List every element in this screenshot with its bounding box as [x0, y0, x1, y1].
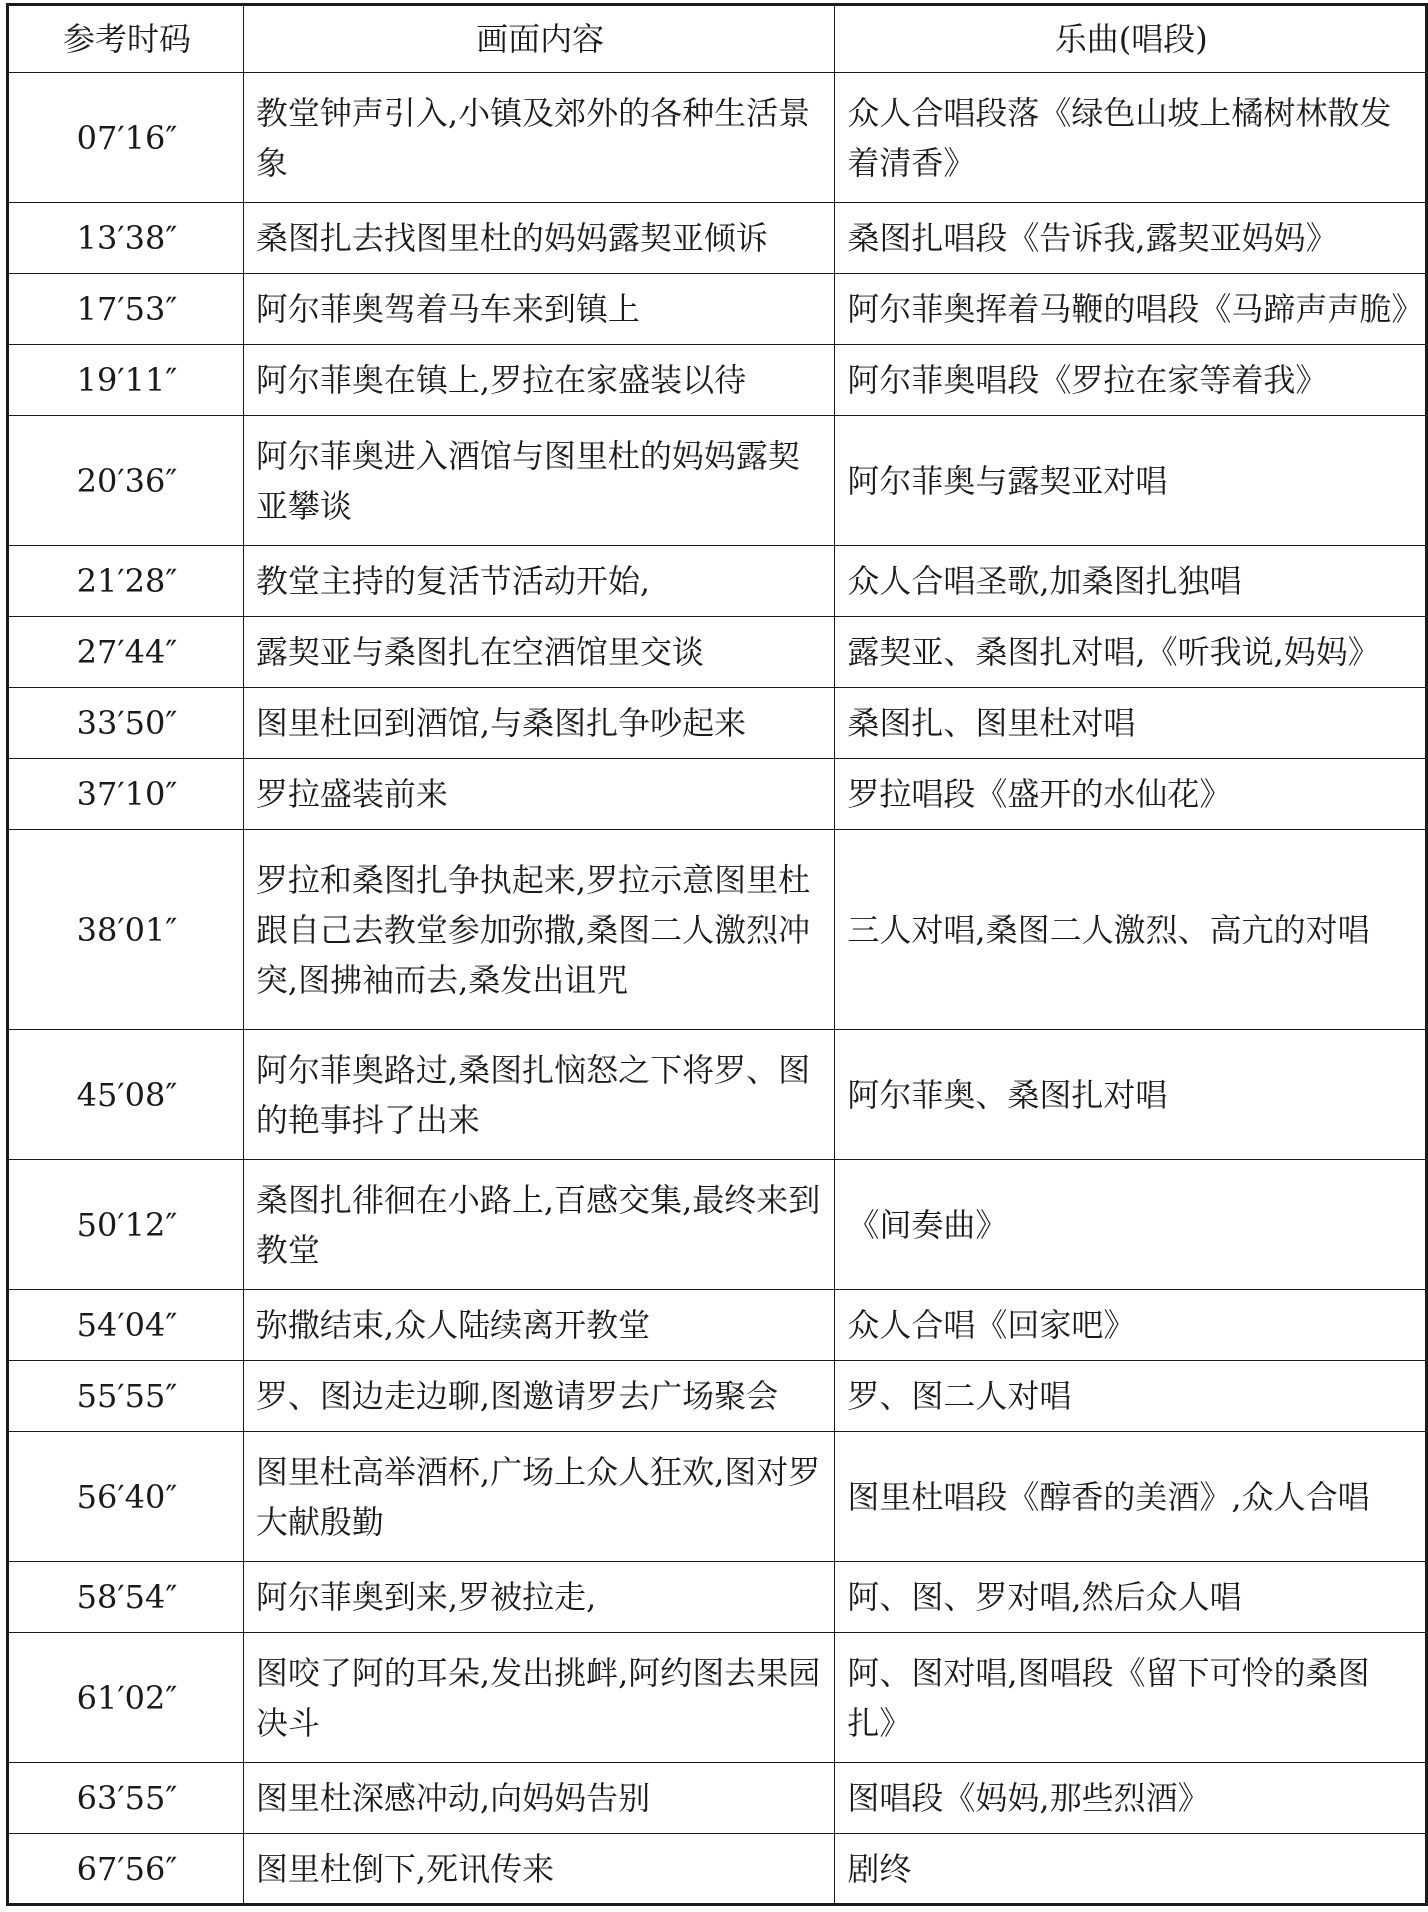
header-row: [8, 5, 1427, 73]
scene-cell: 阿尔菲奥到来,罗被拉走,: [243, 1562, 835, 1633]
scene-cell: 教堂主持的复活节活动开始,: [243, 546, 835, 617]
timecode-cell: 07′16″: [8, 73, 244, 203]
table-row: [8, 1562, 1427, 1633]
timecode-cell: 54′04″: [8, 1290, 244, 1361]
scene-cell: 阿尔菲奥进入酒馆与图里杜的妈妈露契亚攀谈: [243, 416, 835, 546]
timecode-cell: 21′28″: [8, 546, 244, 617]
music-cell: 众人合唱《回家吧》: [835, 1290, 1427, 1361]
table-row: [8, 1763, 1427, 1834]
scene-cell: 桑图扎去找图里杜的妈妈露契亚倾诉: [243, 203, 835, 274]
scene-cell: 露契亚与桑图扎在空酒馆里交谈: [243, 617, 835, 688]
music-cell: 阿、图、罗对唱,然后众人唱: [835, 1562, 1427, 1633]
music-cell: 桑图扎、图里杜对唱: [835, 688, 1427, 759]
table-row: [8, 1633, 1427, 1763]
scene-cell: 阿尔菲奥驾着马车来到镇上: [243, 274, 835, 345]
table-row: [8, 274, 1427, 345]
table-row: [8, 830, 1427, 1030]
scene-cell: 教堂钟声引入,小镇及郊外的各种生活景象: [243, 73, 835, 203]
timecode-cell: 37′10″: [8, 759, 244, 830]
timecode-cell: 50′12″: [8, 1160, 244, 1290]
timecode-cell: 20′36″: [8, 416, 244, 546]
table-row: [8, 688, 1427, 759]
music-cell: 阿尔菲奥、桑图扎对唱: [835, 1030, 1427, 1160]
scene-cell: 桑图扎徘徊在小路上,百感交集,最终来到教堂: [243, 1160, 835, 1290]
music-cell: 阿、图对唱,图唱段《留下可怜的桑图扎》: [835, 1633, 1427, 1763]
music-cell: 众人合唱段落《绿色山坡上橘树林散发着清香》: [835, 73, 1427, 203]
table-row: [8, 1290, 1427, 1361]
table-row: [8, 1160, 1427, 1290]
header-timecode: 参考时码: [8, 5, 244, 73]
timecode-cell: 63′55″: [8, 1763, 244, 1834]
music-cell: 《间奏曲》: [835, 1160, 1427, 1290]
table-row: [8, 546, 1427, 617]
header-music: 乐曲(唱段): [835, 5, 1427, 73]
music-cell: 阿尔菲奥挥着马鞭的唱段《马蹄声声脆》: [835, 274, 1427, 345]
table-row: [8, 1361, 1427, 1432]
table-row: [8, 1030, 1427, 1160]
music-cell: 罗拉唱段《盛开的水仙花》: [835, 759, 1427, 830]
scene-cell: 图里杜高举酒杯,广场上众人狂欢,图对罗大献殷勤: [243, 1432, 835, 1562]
timecode-cell: 67′56″: [8, 1834, 244, 1905]
table-row: [8, 73, 1427, 203]
scene-cell: 弥撒结束,众人陆续离开教堂: [243, 1290, 835, 1361]
scene-cell: 罗、图边走边聊,图邀请罗去广场聚会: [243, 1361, 835, 1432]
music-cell: 众人合唱圣歌,加桑图扎独唱: [835, 546, 1427, 617]
scene-cell: 阿尔菲奥路过,桑图扎恼怒之下将罗、图的艳事抖了出来: [243, 1030, 835, 1160]
table-row: [8, 1834, 1427, 1905]
music-cell: 阿尔菲奥与露契亚对唱: [835, 416, 1427, 546]
music-cell: 图里杜唱段《醇香的美酒》,众人合唱: [835, 1432, 1427, 1562]
music-cell: 三人对唱,桑图二人激烈、高亢的对唱: [835, 830, 1427, 1030]
music-cell: 阿尔菲奥唱段《罗拉在家等着我》: [835, 345, 1427, 416]
timecode-cell: 58′54″: [8, 1562, 244, 1633]
scene-cell: 图里杜回到酒馆,与桑图扎争吵起来: [243, 688, 835, 759]
scene-cell: 图里杜倒下,死讯传来: [243, 1834, 835, 1905]
timecode-cell: 27′44″: [8, 617, 244, 688]
scene-cell: 阿尔菲奥在镇上,罗拉在家盛装以待: [243, 345, 835, 416]
timecode-cell: 33′50″: [8, 688, 244, 759]
table-row: [8, 203, 1427, 274]
timecode-cell: 56′40″: [8, 1432, 244, 1562]
header-scene-content: 画面内容: [243, 5, 835, 73]
table-row: [8, 759, 1427, 830]
table-row: [8, 617, 1427, 688]
timecode-cell: 19′11″: [8, 345, 244, 416]
timecode-cell: 45′08″: [8, 1030, 244, 1160]
timecode-cell: 38′01″: [8, 830, 244, 1030]
scene-cell: 图咬了阿的耳朵,发出挑衅,阿约图去果园决斗: [243, 1633, 835, 1763]
scene-cell: 罗拉和桑图扎争执起来,罗拉示意图里杜跟自己去教堂参加弥撒,桑图二人激烈冲突,图拂袖而去,桑发出诅咒: [243, 830, 835, 1030]
scene-cell: 罗拉盛装前来: [243, 759, 835, 830]
timecode-cell: 13′38″: [8, 203, 244, 274]
timecode-cell: 17′53″: [8, 274, 244, 345]
timecode-cell: 61′02″: [8, 1633, 244, 1763]
timecode-cell: 55′55″: [8, 1361, 244, 1432]
music-cell: 罗、图二人对唱: [835, 1361, 1427, 1432]
music-cell: 图唱段《妈妈,那些烈酒》: [835, 1763, 1427, 1834]
music-cell: 桑图扎唱段《告诉我,露契亚妈妈》: [835, 203, 1427, 274]
timecode-table: [6, 3, 1428, 1906]
table-row: [8, 416, 1427, 546]
music-cell: 剧终: [835, 1834, 1427, 1905]
table-row: [8, 345, 1427, 416]
table-row: [8, 1432, 1427, 1562]
scene-cell: 图里杜深感冲动,向妈妈告别: [243, 1763, 835, 1834]
music-cell: 露契亚、桑图扎对唱,《听我说,妈妈》: [835, 617, 1427, 688]
